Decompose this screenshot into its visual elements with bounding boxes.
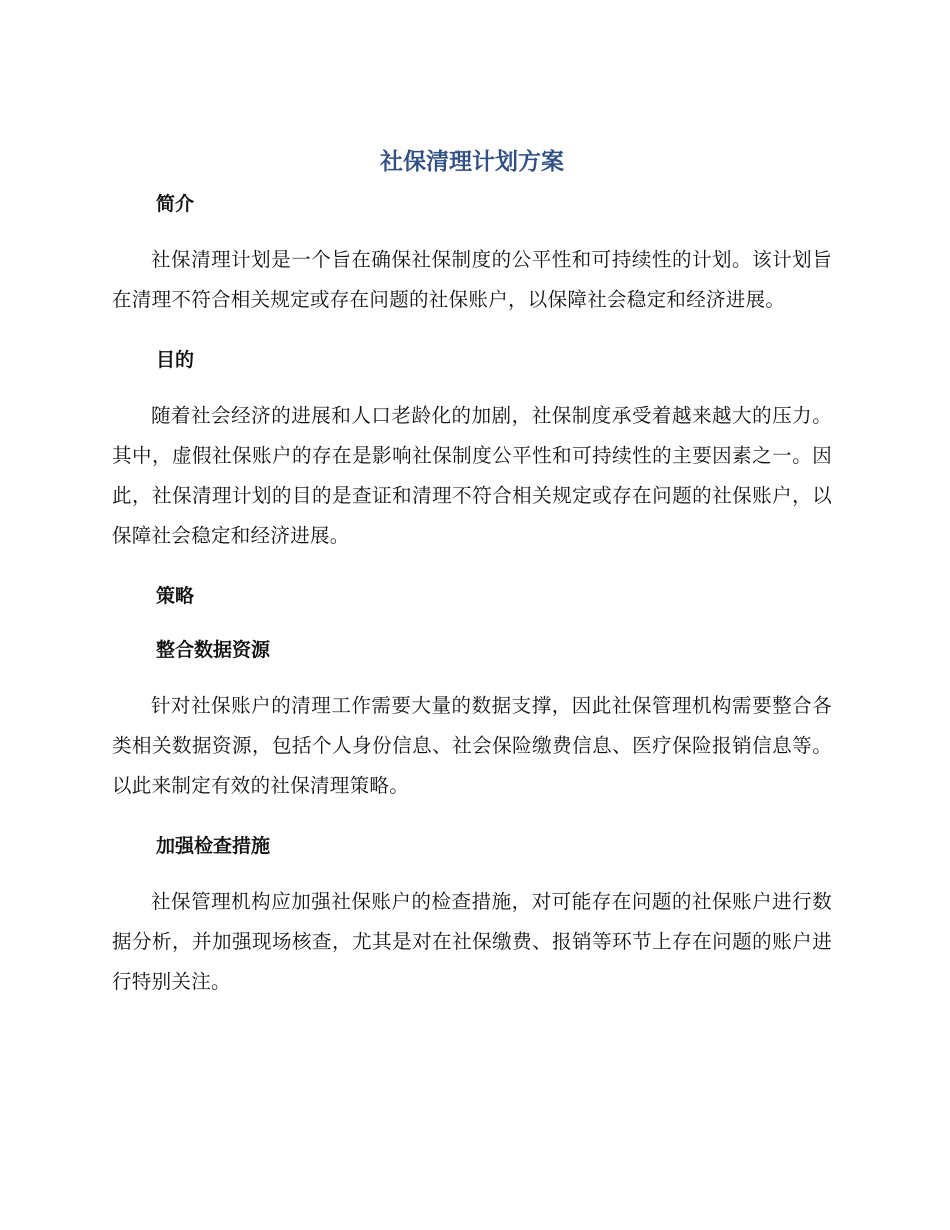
- section-heading-integrate: 整合数据资源: [156, 639, 271, 661]
- section-purpose: [112, 340, 832, 556]
- section-heading-inspection: 加强检查措施: [156, 835, 271, 857]
- section-body-purpose: 随着社会经济的进展和人口老龄化的加剧，社保制度承受着越来越大的压力。其中，虚假社保账户的存在是影响社保制度公平性和可持续性的主要因素之一。因此，社保清理计划的目的是查证和清理不符合相关规定或存在问题的社保账户，以保障社会稳定和经济进展。: [112, 404, 832, 547]
- section-heading-strategy: 策略: [156, 585, 195, 607]
- document-page: [112, 140, 832, 1002]
- section-heading-purpose: 目的: [156, 349, 195, 371]
- section-integrate: [112, 630, 832, 806]
- section-heading-intro: 简介: [156, 193, 195, 215]
- document-title: 社保清理计划方案: [380, 149, 564, 175]
- section-strategy: [112, 576, 832, 616]
- section-body-inspection: 社保管理机构应加强社保账户的检查措施，对可能存在问题的社保账户进行数据分析，并加强现场核查，尤其是对在社保缴费、报销等环节上存在问题的账户进行特别关注。: [112, 890, 832, 993]
- section-body-integrate: 针对社保账户的清理工作需要大量的数据支撑，因此社保管理机构需要整合各类相关数据资源，包括个人身份信息、社会保险缴费信息、医疗保险报销信息等。以此来制定有效的社保清理策略。: [112, 694, 832, 797]
- section-intro: [112, 184, 832, 320]
- section-body-intro: 社保清理计划是一个旨在确保社保制度的公平性和可持续性的计划。该计划旨在清理不符合相关规定或存在问题的社保账户，以保障社会稳定和经济进展。: [112, 248, 832, 311]
- section-inspection: [112, 826, 832, 1002]
